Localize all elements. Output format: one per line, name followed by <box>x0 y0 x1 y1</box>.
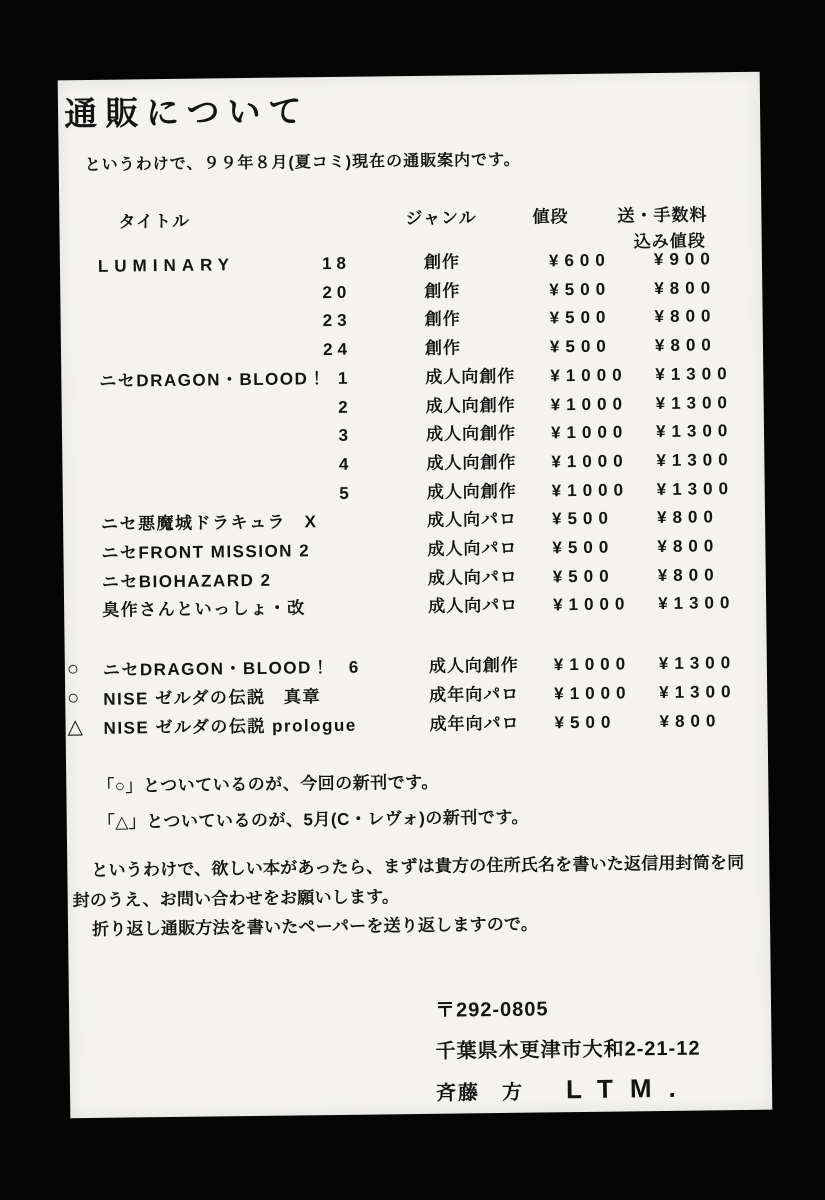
row-genre: 成人向創作 <box>425 366 516 387</box>
col-header-shipping-line2: 込み値段 <box>633 231 706 252</box>
row-title: ニセ悪魔城ドラキュラ X <box>101 512 318 535</box>
row-genre: 成人向パロ <box>428 596 519 617</box>
table-row <box>62 421 764 454</box>
table-row <box>63 536 765 569</box>
row-price: ¥1000 <box>551 479 630 500</box>
row-price: ¥500 <box>552 566 615 587</box>
table-row <box>63 478 765 511</box>
new-release-marker: △ <box>67 716 84 739</box>
row-title: LUMINARY <box>97 255 236 276</box>
row-genre: 成年向パロ <box>429 713 520 734</box>
marker-legend <box>97 767 529 844</box>
row-issue-number: 18 <box>321 253 352 274</box>
new-release-marker: ○ <box>66 658 80 681</box>
row-total-price: ¥800 <box>654 335 717 356</box>
row-title: 臭作さんといっしょ・改 <box>102 598 306 621</box>
row-title: ニセDRAGON・BLOOD！ 6 <box>102 657 360 680</box>
row-title: ニセBIOHAZARD 2 <box>101 570 272 592</box>
row-issue-number <box>307 598 355 599</box>
instructions-line-3: 折り返し通販方法を書いたペーパーを送り返しますので。 <box>91 914 539 939</box>
row-total-price: ¥1300 <box>656 478 735 499</box>
row-price: ¥500 <box>554 712 617 733</box>
row-total-price: ¥1300 <box>655 421 734 442</box>
row-total-price: ¥900 <box>653 249 716 270</box>
row-genre: 創作 <box>423 252 461 272</box>
table-row <box>65 711 767 744</box>
row-genre: 成人向創作 <box>426 481 517 502</box>
col-header-genre: ジャンル <box>405 208 477 229</box>
row-genre: 成年向パロ <box>429 684 520 705</box>
table-row <box>61 306 763 339</box>
row-issue-number: 2 <box>338 397 353 417</box>
addressee-name: 斉藤 方 <box>435 1081 525 1105</box>
row-total-price: ¥800 <box>654 277 717 298</box>
instructions-line-2: 封のうえ、お問い合わせをお願いします。 <box>72 887 400 911</box>
row-genre: 創作 <box>424 309 461 330</box>
row-title: ニセFRONT MISSION 2 <box>101 541 311 563</box>
row-price: ¥1000 <box>550 365 628 386</box>
col-header-title: タイトル <box>118 211 191 232</box>
table-row <box>65 653 767 686</box>
col-header-shipping-line1: 送・手数料 <box>617 205 708 226</box>
row-price: ¥1000 <box>550 393 629 414</box>
row-price: ¥1000 <box>554 683 632 704</box>
legend-triangle-note: 「△」とついているのが、5月(C・レヴォ)の新刊です。 <box>97 807 530 832</box>
postal-code: 〒292-0805 <box>434 998 549 1022</box>
row-title: NISE ゼルダの伝説 prologue <box>103 715 357 738</box>
row-price: ¥1000 <box>550 422 629 443</box>
row-total-price: ¥1300 <box>656 449 734 470</box>
page-title: 通販について <box>63 92 310 133</box>
table-row <box>62 392 764 425</box>
row-total-price: ¥800 <box>659 711 722 732</box>
row-issue-number: 3 <box>338 425 354 446</box>
row-issue-number: 4 <box>338 454 354 474</box>
row-issue-number: 1 <box>337 368 353 388</box>
row-price: ¥500 <box>549 336 612 357</box>
street-address: 千葉県木更津市大和2-21-12 <box>435 1037 701 1063</box>
row-genre: 成人向パロ <box>427 567 518 588</box>
row-issue-number <box>306 541 354 542</box>
row-price: ¥500 <box>549 307 612 328</box>
row-genre: 成人向創作 <box>426 452 517 473</box>
row-genre: 成人向パロ <box>427 538 518 559</box>
row-price: ¥600 <box>548 250 611 271</box>
row-total-price: ¥1300 <box>655 363 733 384</box>
row-genre: 成人向創作 <box>425 395 516 416</box>
circle-name: LTM. <box>565 1072 693 1105</box>
table-row <box>63 507 765 540</box>
table-row <box>62 450 764 483</box>
row-price: ¥500 <box>552 537 615 558</box>
instructions-line-1: というわけで、欲しい本があったら、まずは貴方の住所氏名を書いた返信用封筒を同 <box>91 852 745 880</box>
legend-circle-note: 「○」とついているのが、今回の新刊です。 <box>97 772 439 796</box>
row-price: ¥1000 <box>553 594 631 615</box>
row-price: ¥1000 <box>551 451 629 472</box>
row-total-price: ¥800 <box>654 306 717 327</box>
row-total-price: ¥1300 <box>658 593 736 614</box>
row-genre: 成人向パロ <box>426 510 518 531</box>
col-header-price: 値段 <box>532 207 569 227</box>
table-row <box>60 249 762 282</box>
row-genre: 創作 <box>424 281 461 301</box>
row-total-price: ¥800 <box>656 507 720 528</box>
intro-text: というわけで、９９年８月(夏コミ)現在の通販案内です。 <box>84 151 521 175</box>
table-row <box>61 335 763 368</box>
row-genre: 創作 <box>424 338 462 358</box>
row-total-price: ¥1300 <box>659 682 737 703</box>
order-info-page <box>58 72 773 1118</box>
row-title: ニセDRAGON・BLOOD！ <box>99 368 327 391</box>
row-total-price: ¥800 <box>657 536 720 557</box>
table-row <box>65 682 767 715</box>
addressee-row <box>436 1073 701 1107</box>
row-genre: 成人向創作 <box>425 423 517 445</box>
row-price: ¥500 <box>551 508 615 529</box>
row-total-price: ¥1300 <box>658 653 737 674</box>
table-row <box>60 277 762 310</box>
table-row <box>61 364 763 397</box>
row-price: ¥500 <box>549 279 612 300</box>
row-genre: 成人向創作 <box>428 655 519 676</box>
row-issue-number: 5 <box>339 483 354 503</box>
table-row <box>64 593 766 626</box>
row-issue-number: 23 <box>322 311 352 331</box>
row-total-price: ¥1300 <box>655 392 734 413</box>
row-title: NISE ゼルダの伝説 真章 <box>103 687 322 709</box>
new-release-marker: ○ <box>67 687 80 710</box>
row-issue-number: 20 <box>322 282 352 302</box>
row-issue-number <box>307 569 355 570</box>
row-issue-number: 24 <box>322 339 353 360</box>
table-row <box>64 564 766 597</box>
mailing-address <box>435 991 701 1107</box>
row-price: ¥1000 <box>553 654 632 675</box>
row-total-price: ¥800 <box>657 564 720 585</box>
